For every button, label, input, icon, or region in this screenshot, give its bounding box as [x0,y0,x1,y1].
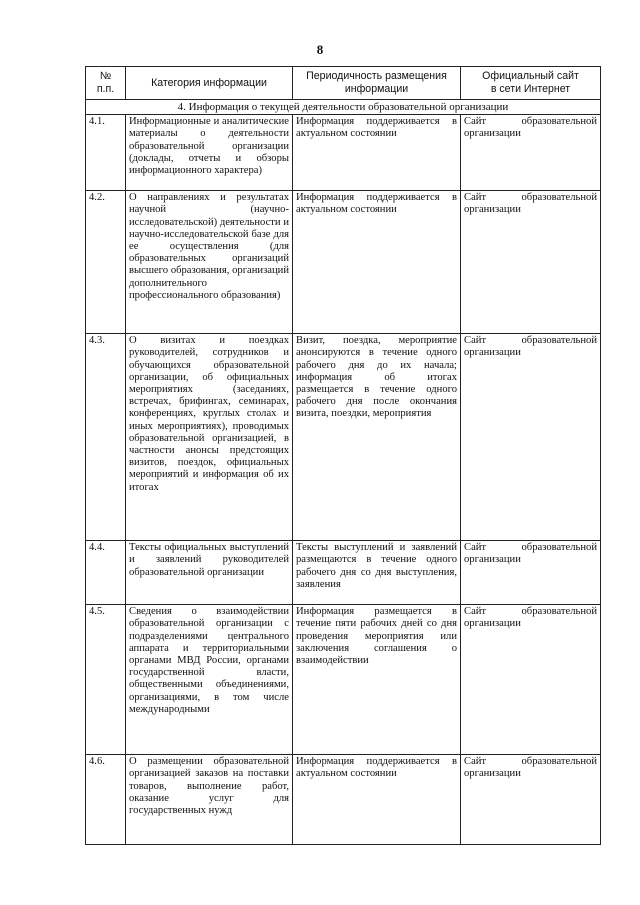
row-number: 4.3. [86,334,126,541]
row-website: Сайт образовательной организации [461,541,601,605]
row-periodicity: Визит, поездка, мероприятие анонсируются в течение одного рабочего дня до их начала; информация об итогах размещается в течение одного рабочего дня после окончания визита, поездки, мероприятия [293,334,461,541]
table-row [86,605,601,755]
header-number-line1: № [99,70,112,82]
header-category: Категория информации [126,67,293,100]
header-website [461,67,601,100]
header-periodicity [293,67,461,100]
section-row [86,100,601,115]
row-periodicity: Информация поддерживается в актуальном состоянии [293,755,461,845]
row-website: Сайт образовательной организации [461,755,601,845]
row-periodicity: Информация размещается в течение пяти рабочих дней со дня проведения мероприятия или заключения соглашения о взаимодействии [293,605,461,755]
row-periodicity: Тексты выступлений и заявлений размещаются в течение одного рабочего дня со дня выступления, заявления [293,541,461,605]
row-category: Тексты официальных выступлений и заявлений руководителей образовательной организации [126,541,293,605]
header-website-line2: в сети Интернет [490,83,571,95]
row-number: 4.1. [86,115,126,191]
row-category: О визитах и поездках руководителей, сотрудников и обучающихся образовательной организации, об официальных мероприятиях (заседаниях, встречах, брифингах, семинарах, конференциях, круглых столах и иных мероприятиях), проводимых образовательной организацией, в частности анонсы предстоящих визитов, поездок, официальных мероприятий и информация об их итогах [126,334,293,541]
row-category: О направлениях и результатах научной (научно-исследовательской) деятельности и научно-исследовательской базе для ее осуществления (для образовательных организаций высшего образования, организаций дополнительного профессионального образования) [126,191,293,334]
page-number: 8 [316,42,324,57]
information-table [85,66,601,845]
row-website: Сайт образовательной организации [461,605,601,755]
row-category: Сведения о взаимодействии образовательной организации с подразделениями центрального аппарата и территориальными органами МВД России, органами государственной власти, общественными объединениями, организациями, в том числе международными [126,605,293,755]
row-number: 4.6. [86,755,126,845]
header-number-line2: п.п. [96,83,115,95]
row-category: Информационные и аналитические материалы о деятельности образовательной организации (доклады, отчеты и обзоры информационного характера) [126,115,293,191]
row-category: О размещении образовательной организацией заказов на поставки товаров, выполнение работ, оказание услуг для государственных нужд [126,755,293,845]
table-row [86,191,601,334]
table-row [86,755,601,845]
table-row [86,115,601,191]
header-periodicity-line2: информации [344,83,409,95]
row-number: 4.2. [86,191,126,334]
row-periodicity: Информация поддерживается в актуальном состоянии [293,115,461,191]
header-periodicity-line1: Периодичность размещения [306,70,447,82]
table-row [86,541,601,605]
row-number: 4.4. [86,541,126,605]
section-title: 4. Информация о текущей деятельности образовательной организации [86,100,601,115]
row-website: Сайт образовательной организации [461,191,601,334]
header-number [86,67,126,100]
row-periodicity: Информация поддерживается в актуальном состоянии [293,191,461,334]
row-website: Сайт образовательной организации [461,334,601,541]
table-row [86,334,601,541]
row-website: Сайт образовательной организации [461,115,601,191]
table-header-row [86,67,601,100]
header-website-line1: Официальный сайт [482,70,579,82]
row-number: 4.5. [86,605,126,755]
